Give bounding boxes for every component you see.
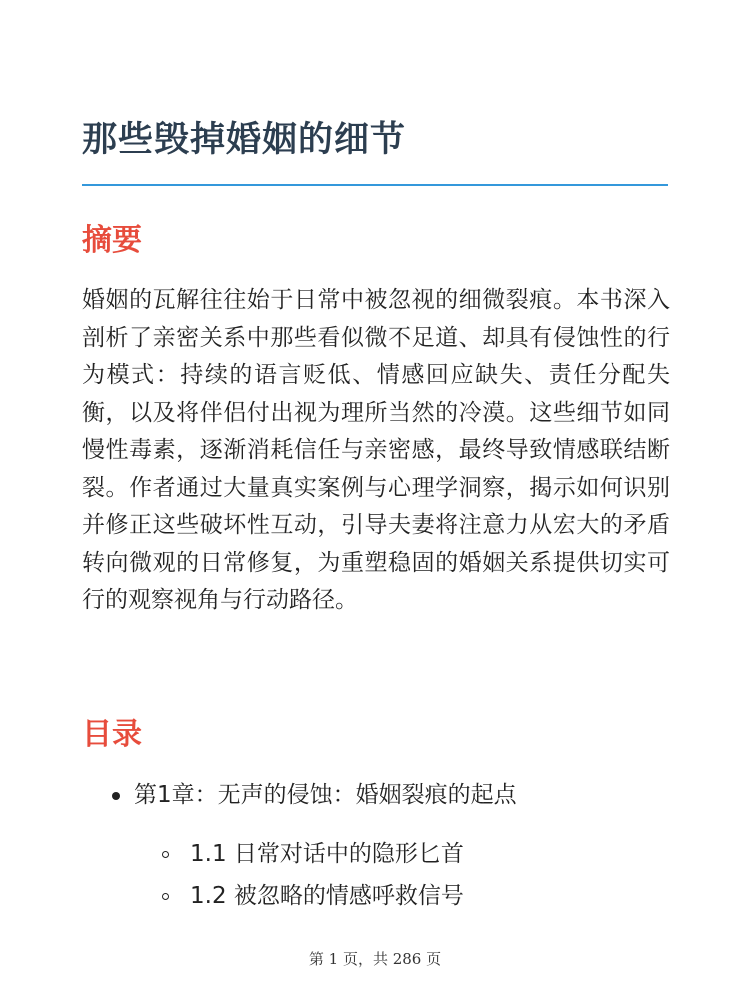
title-divider	[82, 184, 668, 186]
bullet-disc-icon	[112, 792, 120, 800]
bullet-circle-icon	[162, 851, 169, 858]
abstract-heading: 摘要	[82, 223, 142, 258]
toc-section-label: 1.1 日常对话中的隐形匕首	[190, 841, 464, 867]
page-footer: 第 1 页，共 286 页	[308, 950, 442, 968]
document-title: 那些毁掉婚姻的细节	[82, 120, 407, 160]
toc-section-label: 1.2 被忽略的情感呼救信号	[190, 883, 464, 909]
toc-chapter-label: 第1章：无声的侵蚀：婚姻裂痕的起点	[134, 782, 517, 808]
abstract-paragraph: 婚姻的瓦解往往始于日常中被忽视的细微裂痕。本书深入剖析了亲密关系中那些看似微不足道、却具有侵蚀性的行为模式：持续的语言贬低、情感回应缺失、责任分配失衡，以及将伴侣付出视为理所当然的冷漠。这些细节如同慢性毒素，逐渐消耗信任与亲密感，最终导致情感联结断裂。作者通过大量真实案例与心理学洞察，揭示如何识别并修正这些破坏性互动，引导夫妻将注意力从宏大的矛盾转向微观的日常修复，为重塑稳固的婚姻关系提供切实可行的观察视角与行动路径。	[82, 287, 670, 613]
bullet-circle-icon	[162, 893, 169, 900]
toc-heading: 目录	[82, 717, 142, 752]
